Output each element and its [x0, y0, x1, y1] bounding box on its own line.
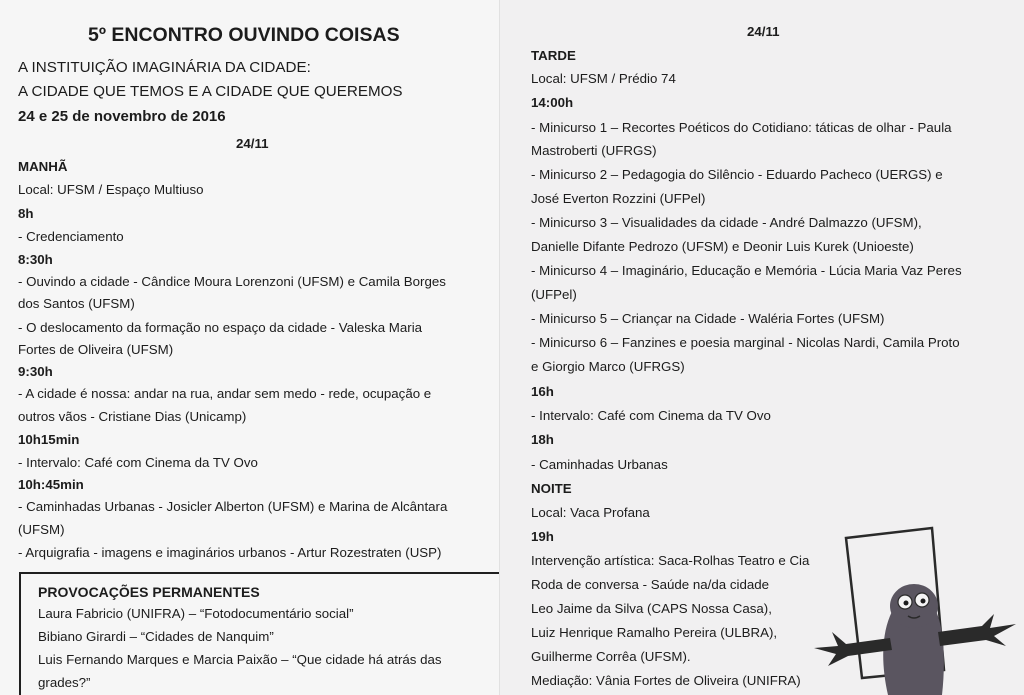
- schedule-item: - A cidade é nossa: andar na rua, andar sem medo - rede, ocupação e: [18, 386, 432, 401]
- schedule-item: - Caminhadas Urbanas - Josicler Alberton (UFSM) e Marina de Alcântara: [18, 499, 448, 514]
- schedule-item: - Ouvindo a cidade - Cândice Moura Lorenzoni (UFSM) e Camila Borges: [18, 274, 446, 289]
- day-heading: 24/11: [236, 136, 269, 151]
- schedule-item: dos Santos (UFSM): [18, 296, 135, 311]
- time-19h: 19h: [531, 529, 554, 544]
- box-line: grades?”: [38, 675, 91, 690]
- schedule-item: Fortes de Oliveira (UFSM): [18, 342, 174, 357]
- minicourse-item: - Minicurso 3 – Visualidades da cidade - André Dalmazzo (UFSM),: [531, 215, 922, 230]
- night-item: Mediação: Vânia Fortes de Oliveira (UNIFRA): [531, 673, 801, 688]
- minicourse-item: José Everton Rozzini (UFPel): [531, 191, 706, 206]
- period-afternoon: TARDE: [531, 48, 576, 63]
- location-morning: Local: UFSM / Espaço Multiuso: [18, 182, 204, 197]
- time-14h: 14:00h: [531, 95, 574, 110]
- box-line: Luis Fernando Marques e Marcia Paixão – “Que cidade há atrás das: [38, 652, 442, 667]
- night-item: Roda de conversa - Saúde na/da cidade: [531, 577, 770, 592]
- box-line: Bibiano Girardi – “Cidades de Nanquim”: [38, 629, 274, 644]
- schedule-item: - Credenciamento: [18, 229, 124, 244]
- time-10h15: 10h15min: [18, 432, 80, 447]
- time-18h: 18h: [531, 432, 554, 447]
- night-item: Luiz Henrique Ramalho Pereira (ULBRA),: [531, 625, 778, 640]
- document-title: 5º ENCONTRO OUVINDO COISAS: [88, 24, 400, 46]
- minicourse-item: Mastroberti (UFRGS): [531, 143, 657, 158]
- minicourse-item: - Minicurso 1 – Recortes Poéticos do Cotidiano: táticas de olhar - Paula: [531, 120, 952, 135]
- minicourse-item: (UFPel): [531, 287, 577, 302]
- schedule-item: - O deslocamento da formação no espaço da cidade - Valeska Maria: [18, 320, 423, 335]
- left-page: [0, 0, 500, 695]
- time-8-30h: 8:30h: [18, 252, 53, 267]
- night-item: Intervenção artística: Saca-Rolhas Teatro e Cia: [531, 553, 810, 568]
- event-dates: 24 e 25 de novembro de 2016: [18, 108, 226, 125]
- night-item: Leo Jaime da Silva (CAPS Nossa Casa),: [531, 601, 772, 616]
- time-8h: 8h: [18, 206, 34, 221]
- schedule-item: outros vãos - Cristiane Dias (Unicamp): [18, 409, 247, 424]
- mascot-illustration-icon: [810, 520, 1024, 695]
- time-16h: 16h: [531, 384, 554, 399]
- subtitle-line-2: A CIDADE QUE TEMOS E A CIDADE QUE QUEREMOS: [18, 83, 403, 100]
- minicourse-item: - Minicurso 5 – Criançar na Cidade - Waléria Fortes (UFSM): [531, 311, 885, 326]
- night-item: Guilherme Corrêa (UFSM).: [531, 649, 691, 664]
- box-heading: PROVOCAÇÕES PERMANENTES: [38, 584, 260, 600]
- minicourse-item: - Minicurso 4 – Imaginário, Educação e Memória - Lúcia Maria Vaz Peres: [531, 263, 962, 278]
- time-9-30h: 9:30h: [18, 364, 53, 379]
- permanent-provocations-box: [19, 572, 500, 695]
- schedule-item: (UFSM): [18, 522, 65, 537]
- schedule-item: - Intervalo: Café com Cinema da TV Ovo: [18, 455, 258, 470]
- schedule-item: - Intervalo: Café com Cinema da TV Ovo: [531, 408, 771, 423]
- schedule-item: - Caminhadas Urbanas: [531, 457, 668, 472]
- minicourse-item: Danielle Difante Pedrozo (UFSM) e Deonir Luis Kurek (Unioeste): [531, 239, 914, 254]
- minicourse-item: e Giorgio Marco (UFRGS): [531, 359, 685, 374]
- day-heading: 24/11: [747, 24, 780, 39]
- box-line: Laura Fabricio (UNIFRA) – “Fotodocumentário social”: [38, 606, 354, 621]
- location-afternoon: Local: UFSM / Prédio 74: [531, 71, 676, 86]
- location-night: Local: Vaca Profana: [531, 505, 650, 520]
- time-10h45: 10h:45min: [18, 477, 84, 492]
- period-morning: MANHÃ: [18, 159, 68, 174]
- period-night: NOITE: [531, 481, 572, 496]
- minicourse-item: - Minicurso 2 – Pedagogia do Silêncio - Eduardo Pacheco (UERGS) e: [531, 167, 943, 182]
- subtitle-line-1: A INSTITUIÇÃO IMAGINÁRIA DA CIDADE:: [18, 59, 311, 76]
- minicourse-item: - Minicurso 6 – Fanzines e poesia marginal - Nicolas Nardi, Camila Proto: [531, 335, 960, 350]
- schedule-item: - Arquigrafia - imagens e imaginários urbanos - Artur Rozestraten (USP): [18, 545, 442, 560]
